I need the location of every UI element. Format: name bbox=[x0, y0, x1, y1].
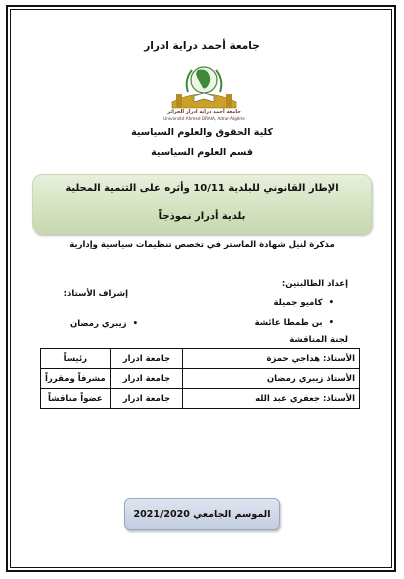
supervisor-name: زيبري رمضان bbox=[69, 319, 127, 329]
committee-table bbox=[40, 348, 360, 409]
committee-member-university: جامعة ادرار bbox=[110, 389, 183, 409]
university-name: جامعة أحمد دراية ادرار bbox=[144, 40, 260, 52]
supervisor-item bbox=[70, 319, 138, 329]
bullet-icon: • bbox=[132, 319, 138, 329]
supervisor-label: إشراف الأستاذ: bbox=[63, 289, 128, 299]
academic-season bbox=[124, 498, 280, 530]
committee-member-role: رئيساً bbox=[41, 349, 111, 369]
committee-label: لجنة المناقشة bbox=[289, 335, 348, 345]
university-logo bbox=[162, 58, 246, 122]
memo-description: مذكرة لنيل شهادة الماستر في تخصص تنظيمات سياسية وإدارية bbox=[69, 240, 335, 250]
table-row bbox=[41, 369, 360, 389]
student-item bbox=[273, 298, 334, 308]
department-name: قسم العلوم السياسية bbox=[151, 147, 253, 158]
logo-text-fr: Université Ahmed DRAIA, Adrar-Algérie bbox=[163, 116, 245, 121]
student-item bbox=[255, 318, 334, 328]
faculty-name: كلية الحقوق والعلوم السياسية bbox=[131, 127, 273, 138]
thesis-title-line1: الإطار القانوني للبلدية 10/11 وأثره على التنمية المحلية bbox=[65, 183, 339, 194]
committee-member-name: الأستاذ: هداجي حمزة bbox=[183, 349, 360, 369]
academic-season-text: الموسم الجامعي 2021/2020 bbox=[133, 508, 271, 520]
committee-member-university: جامعة ادرار bbox=[110, 369, 183, 389]
bullet-icon: • bbox=[328, 318, 334, 328]
committee-member-role: مشرفاً ومقرراً bbox=[41, 369, 111, 389]
committee-member-name: الأستاذ: جعفري عبد الله bbox=[183, 389, 360, 409]
thesis-title-line2: بلدية أدرار نموذجاً bbox=[158, 211, 246, 222]
student-name: بن طمطا عائشة bbox=[254, 318, 323, 328]
students-label: إعداد الطالبتين: bbox=[281, 279, 348, 289]
table-row bbox=[41, 389, 360, 409]
committee-member-name: الأستاذ زيبري رمضان bbox=[183, 369, 360, 389]
logo-text-ar: جامعة أحمد دراية ادرار الجزائر bbox=[167, 109, 241, 115]
committee-member-role: عضواً مناقشاً bbox=[41, 389, 111, 409]
bullet-icon: • bbox=[328, 298, 334, 308]
student-name: كاميو جميلة bbox=[273, 298, 323, 308]
committee-member-university: جامعة ادرار bbox=[110, 349, 183, 369]
table-row bbox=[41, 349, 360, 369]
